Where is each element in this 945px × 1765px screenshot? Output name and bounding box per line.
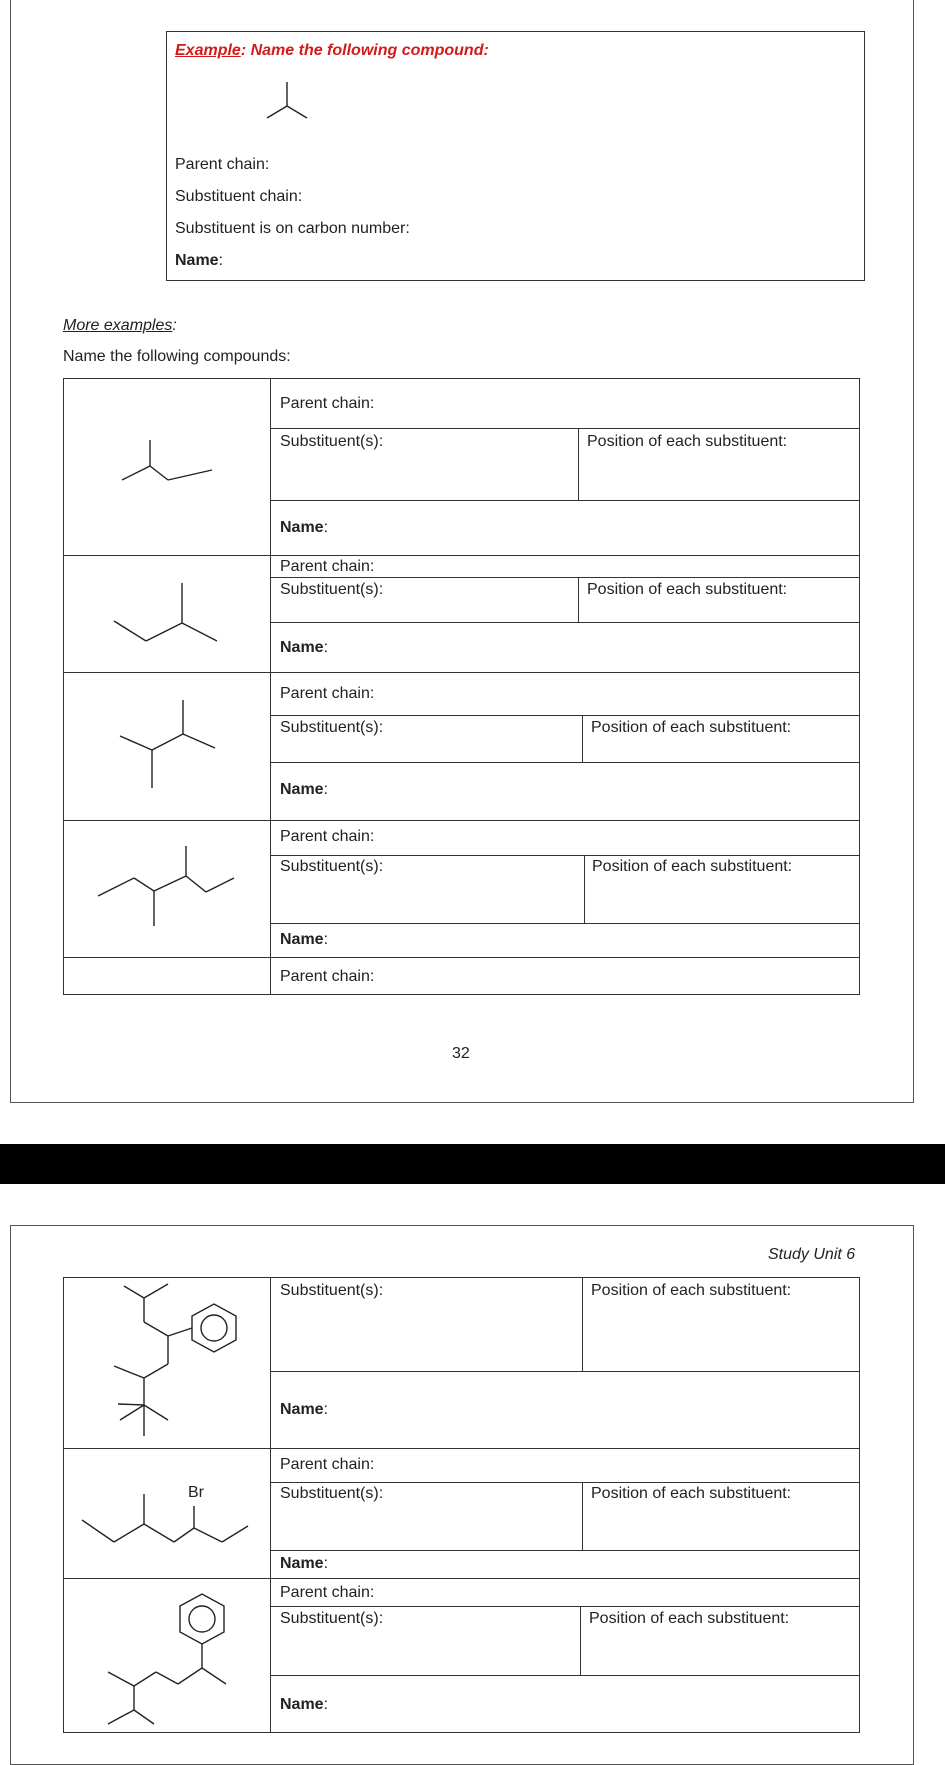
rowB-position-label: Position of each substituent: — [591, 1485, 792, 1502]
row3-parent-chain-label: Parent chain: — [280, 685, 375, 702]
row4-parent-chain-label: Parent chain: — [280, 828, 375, 845]
isobutane-structure-icon — [257, 82, 327, 132]
rowC-position-label: Position of each substituent: — [589, 1610, 790, 1627]
example-substituent-chain-label: Substituent chain: — [175, 188, 303, 205]
example-title: Example: Name the following compound: — [175, 42, 489, 59]
example-parent-chain-label: Parent chain: — [175, 156, 270, 173]
bromo-chain-icon — [82, 1486, 252, 1546]
row1-parent-chain-label: Parent chain: — [280, 395, 375, 412]
row1-position-label: Position of each substituent: — [587, 433, 788, 450]
pentane-branch-icon — [98, 846, 238, 928]
row1-name-label: Name: — [280, 519, 329, 536]
rowB-substituents-label: Substituent(s): — [280, 1485, 384, 1502]
row2-substituents-label: Substituent(s): — [280, 581, 384, 598]
rowB-name-label: Name: — [280, 1555, 329, 1572]
page-number: 32 — [452, 1045, 470, 1062]
row2-parent-chain-label: Parent chain: — [280, 558, 375, 575]
butane-branch-icon — [112, 583, 222, 643]
row3-position-label: Position of each substituent: — [591, 719, 792, 736]
study-unit-header: Study Unit 6 — [768, 1246, 856, 1263]
rowC-parent-chain-label: Parent chain: — [280, 1584, 375, 1601]
rowA-position-label: Position of each substituent: — [591, 1282, 792, 1299]
rowA-name-label: Name: — [280, 1401, 329, 1418]
row4-name-label: Name: — [280, 931, 329, 948]
row2-position-label: Position of each substituent: — [587, 581, 788, 598]
phenyl-branched-chain-icon — [88, 1280, 258, 1440]
bromo-label: Br — [188, 1484, 204, 1501]
propane-branch-icon — [120, 440, 220, 490]
row4-substituents-label: Substituent(s): — [280, 858, 384, 875]
instruction-text: Name the following compounds: — [63, 348, 291, 365]
phenyl-chain-icon — [104, 1584, 244, 1729]
row3-substituents-label: Substituent(s): — [280, 719, 384, 736]
rowC-name-label: Name: — [280, 1696, 329, 1713]
example-name-label: Name: — [175, 252, 224, 269]
rowB-parent-chain-label: Parent chain: — [280, 1456, 375, 1473]
rowA-substituents-label: Substituent(s): — [280, 1282, 384, 1299]
more-examples-heading: More examples: — [63, 317, 177, 334]
row3-name-label: Name: — [280, 781, 329, 798]
row4-position-label: Position of each substituent: — [592, 858, 793, 875]
page-separator-band — [0, 1144, 945, 1184]
row2-name-label: Name: — [280, 639, 329, 656]
example-substituent-carbon-label: Substituent is on carbon number: — [175, 220, 410, 237]
rowC-substituents-label: Substituent(s): — [280, 1610, 384, 1627]
dimethyl-branch-icon — [120, 700, 220, 790]
row1-substituents-label: Substituent(s): — [280, 433, 384, 450]
row5-parent-chain-label: Parent chain: — [280, 968, 375, 985]
example-box — [166, 31, 865, 281]
